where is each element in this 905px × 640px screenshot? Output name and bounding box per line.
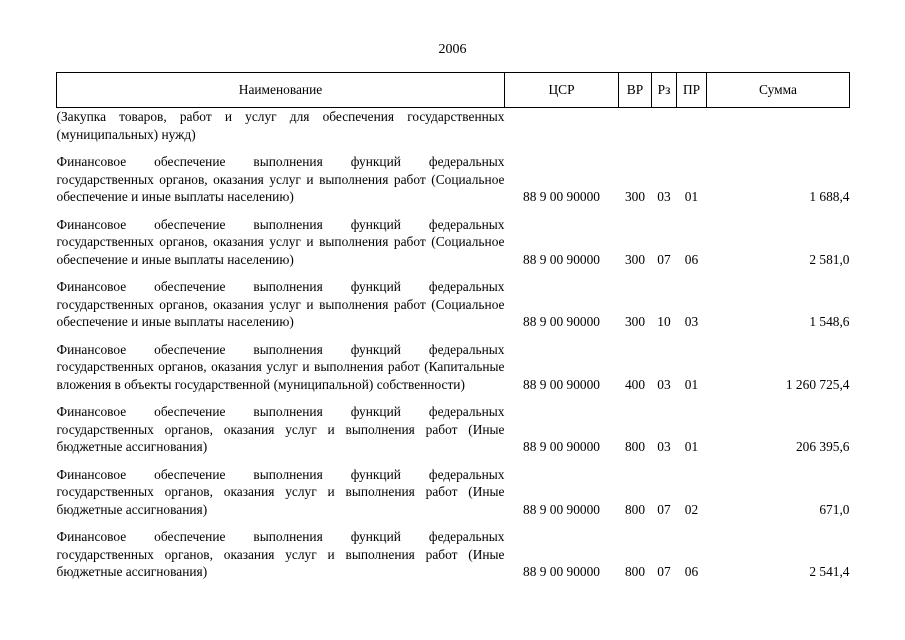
row-name: Финансовое обеспечение выполнения функций федеральных государственных органов, оказания услуг и выполнения работ (Иные бюджетные ассигнования) xyxy=(56,466,505,517)
row-pr: 06 xyxy=(684,251,699,267)
row-rz: 03 xyxy=(657,189,671,204)
row-vr: 800 xyxy=(624,439,646,454)
row-pr: 01 xyxy=(684,189,699,204)
row-csr: 88 9 00 90000 xyxy=(523,501,600,517)
row-pr: 06 xyxy=(684,564,699,579)
budget-table xyxy=(56,72,850,581)
header-pr: ПР xyxy=(677,73,707,108)
row-rz: 07 xyxy=(657,501,671,517)
row-pr: 02 xyxy=(684,501,699,517)
row-vr: 800 xyxy=(624,564,646,579)
row-vr: 800 xyxy=(624,501,646,517)
row-pr: 01 xyxy=(684,439,699,454)
header-sum: Сумма xyxy=(707,73,850,108)
row-rz: 03 xyxy=(657,439,671,454)
row-csr: 88 9 00 90000 xyxy=(523,251,600,267)
continuation-row xyxy=(57,108,850,144)
row-rz: 07 xyxy=(657,251,671,267)
row-rz: 10 xyxy=(657,314,671,329)
row-name: Финансовое обеспечение выполнения функций федеральных государственных органов, оказания услуг и выполнения работ (Социальное обеспечение и иные выплаты населению) xyxy=(56,279,505,329)
row-pr: 01 xyxy=(684,376,699,392)
table-row xyxy=(57,278,850,331)
table-header-row xyxy=(57,73,850,108)
row-name: Финансовое обеспечение выполнения функций федеральных государственных органов, оказания услуг и выполнения работ (Иные бюджетные ассигнования) xyxy=(56,529,505,579)
row-pr: 03 xyxy=(684,314,699,329)
row-sum: 1 688,4 xyxy=(809,189,850,204)
header-name: Наименование xyxy=(57,73,505,108)
page-number: 2006 xyxy=(438,42,467,57)
row-csr: 88 9 00 90000 xyxy=(523,314,600,329)
row-csr: 88 9 00 90000 xyxy=(523,376,600,392)
row-name: Финансовое обеспечение выполнения функций федеральных государственных органов, оказания услуг и выполнения работ (Капитальные вложения в объекты государственной (муниципальной) собственности) xyxy=(56,341,505,392)
header-rz: Рз xyxy=(652,73,677,108)
table-row xyxy=(57,403,850,456)
row-rz: 03 xyxy=(657,376,671,392)
table-row xyxy=(57,341,850,394)
row-vr: 300 xyxy=(624,251,646,267)
header-vr: ВР xyxy=(619,73,652,108)
table-row xyxy=(57,466,850,519)
row-sum: 2 581,0 xyxy=(809,251,850,267)
row-name: Финансовое обеспечение выполнения функций федеральных государственных органов, оказания услуг и выполнения работ (Иные бюджетные ассигнования) xyxy=(56,404,505,454)
row-sum: 206 395,6 xyxy=(795,439,850,454)
continuation-text: (Закупка товаров, работ и услуг для обеспечения государственных (муниципальных) нужд) xyxy=(56,109,505,142)
row-name: Финансовое обеспечение выполнения функций федеральных государственных органов, оказания услуг и выполнения работ (Социальное обеспечение и иные выплаты населению) xyxy=(56,154,505,204)
row-vr: 300 xyxy=(624,189,646,204)
table-row xyxy=(57,528,850,581)
header-csr: ЦСР xyxy=(505,73,619,108)
row-csr: 88 9 00 90000 xyxy=(523,439,600,454)
row-sum: 1 548,6 xyxy=(809,314,850,329)
row-csr: 88 9 00 90000 xyxy=(523,189,600,204)
row-sum: 2 541,4 xyxy=(809,564,850,579)
table-row xyxy=(57,153,850,206)
table-row xyxy=(57,216,850,269)
row-sum: 671,0 xyxy=(819,501,850,517)
row-name: Финансовое обеспечение выполнения функций федеральных государственных органов, оказания услуг и выполнения работ (Социальное обеспечение и иные выплаты населению) xyxy=(56,216,505,267)
row-rz: 07 xyxy=(657,564,671,579)
row-sum: 1 260 725,4 xyxy=(785,376,850,392)
row-csr: 88 9 00 90000 xyxy=(523,564,600,579)
row-vr: 400 xyxy=(624,376,646,392)
row-vr: 300 xyxy=(624,314,646,329)
